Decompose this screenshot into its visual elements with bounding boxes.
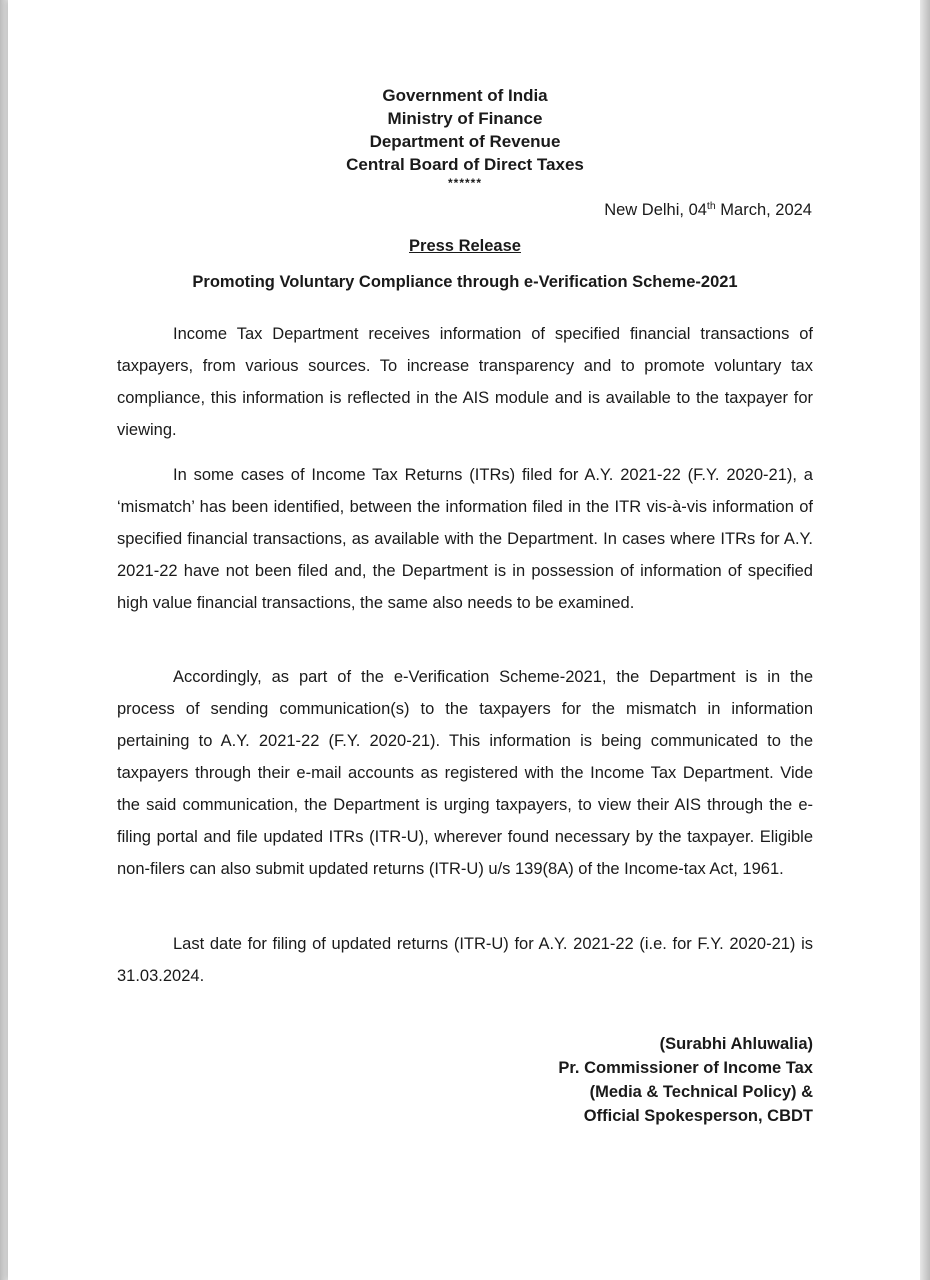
signatory-designation-2: (Media & Technical Policy) &: [589, 1083, 813, 1101]
letterhead-board: Central Board of Direct Taxes: [346, 155, 584, 174]
signatory-name: (Surabhi Ahluwalia): [659, 1035, 813, 1053]
scan-left-edge: [0, 0, 8, 1280]
letterhead-government: Government of India: [382, 86, 548, 105]
signature-block: [558, 1032, 813, 1128]
signatory-designation-3: Official Spokesperson, CBDT: [583, 1107, 813, 1125]
body-paragraph-4: Last date for filing of updated returns (ITR-U) for A.Y. 2021-22 (i.e. for F.Y. 2020-21) is 31.03.2024.: [117, 935, 813, 985]
letterhead-ministry: Ministry of Finance: [387, 109, 543, 128]
body-paragraph-2: In some cases of Income Tax Returns (ITRs) filed for A.Y. 2021-22 (F.Y. 2020-21), a ‘mismatch’ has been identified, between the information filed in the ITR vis-à-vis information of specified financial transactions, as available with the Department. In cases where ITRs for A.Y. 2021-22 have not been filed and, the Department is in possession of information of specified high value financial transactions, the same also needs to be examined.: [117, 466, 813, 612]
scan-right-edge: [920, 0, 930, 1280]
body-paragraph-1: Income Tax Department receives information of specified financial transactions of taxpayers, from various sources. To increase transparency and to promote voluntary tax compliance, this information is reflected in the AIS module and is available to the taxpayer for viewing.: [117, 325, 813, 439]
dateline-month-year: March, 2024: [715, 201, 812, 219]
press-release-title: Press Release: [409, 237, 521, 255]
letterhead-department: Department of Revenue: [369, 132, 561, 151]
dateline: [604, 199, 812, 221]
dateline-place: New Delhi, 04: [604, 201, 707, 219]
signatory-designation-1: Pr. Commissioner of Income Tax: [558, 1059, 813, 1077]
press-release-subject: Promoting Voluntary Compliance through e-Verification Scheme-2021: [192, 273, 738, 291]
letterhead-separator: ******: [447, 176, 483, 190]
body-paragraph-3: Accordingly, as part of the e-Verification Scheme-2021, the Department is in the process of sending communication(s) to the taxpayers for the mismatch in information pertaining to A.Y. 2021-22 (F.Y. 2020-21). This information is being communicated to the taxpayers through their e-mail accounts as registered with the Income Tax Department. Vide the said communication, the Department is urging taxpayers, to view their AIS through the e-filing portal and file updated ITRs (ITR-U), wherever found necessary by the taxpayer. Eligible non-filers can also submit updated returns (ITR-U) u/s 139(8A) of the Income-tax Act, 1961.: [117, 668, 813, 878]
dateline-ordinal: th: [706, 200, 716, 212]
letterhead: [0, 84, 930, 190]
